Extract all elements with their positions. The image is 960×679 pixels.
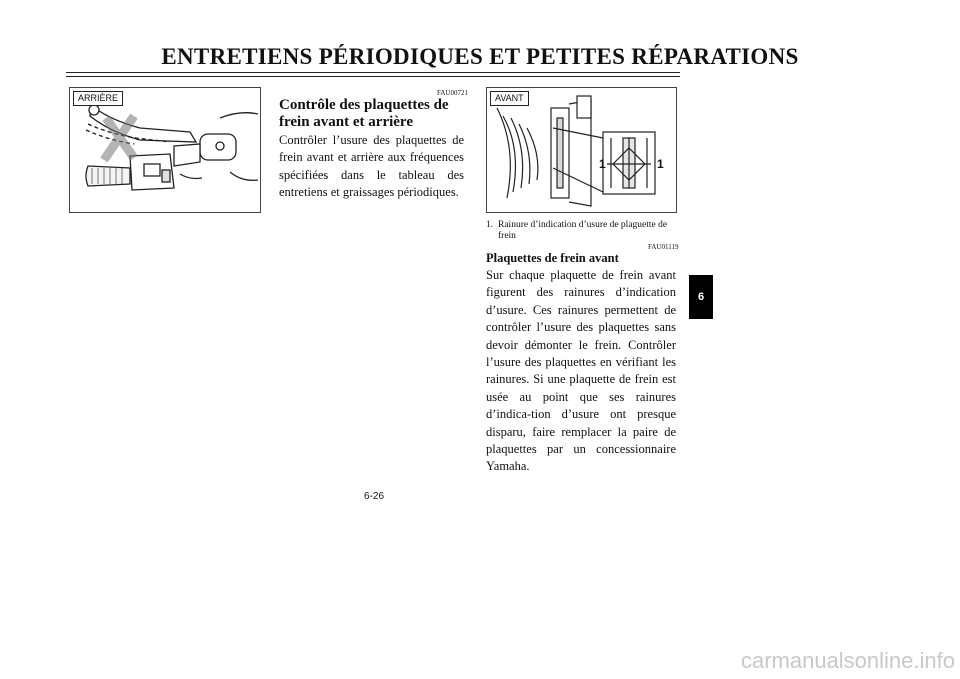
- front-figure-caption: [486, 220, 676, 242]
- header-rule-thin: [66, 76, 680, 77]
- chapter-tab: 6: [689, 275, 713, 319]
- left-section-body: Contrôler l’usure des plaquettes de frein avant et arrière aux fréquences spécifiées dans le tableau des entretiens et graissages périodiques.: [279, 133, 464, 200]
- left-section-heading-line2: frein avant et arrière: [279, 114, 413, 130]
- front-callout-1-left: 1: [599, 157, 606, 171]
- left-section-heading-line1: Contrôle des plaquettes de: [279, 97, 449, 113]
- right-section-body: Sur chaque plaquette de frein avant figurent des rainures d’indication d’usure. Ces rainures permettent de contrôler l’usure des plaquettes sans devoir démonter le frein. Contrôler l’usure des plaquettes en vérifiant les rainures. Si une plaquette de frein est usée au point que ses rainures d’indica-tion d’usure ont presque disparu, faire remplacer la paire de plaquettes par un concessionnaire Yamaha.: [486, 268, 676, 474]
- page-header-title: ENTRETIENS PÉRIODIQUES ET PETITES RÉPARATIONS: [161, 44, 799, 69]
- right-section-code: FAU01119: [648, 243, 679, 251]
- watermark-text: carmanualsonline.info: [740, 648, 955, 673]
- caption-text: Rainure d’indication d’usure de plaguette de frein: [498, 220, 668, 241]
- rear-brake-figure: [69, 87, 261, 213]
- right-section-subheading: Plaquettes de frein avant: [486, 251, 619, 265]
- caption-number: 1.: [486, 220, 494, 230]
- front-figure-label: AVANT: [490, 91, 529, 106]
- page-number: 6-26: [363, 491, 384, 502]
- rear-brake-lever-illustration: [70, 88, 260, 212]
- front-brake-caliper-illustration: [487, 88, 676, 212]
- header-rule-thick: [66, 72, 680, 73]
- front-callout-1-right: 1: [657, 157, 664, 171]
- front-brake-figure: [486, 87, 677, 213]
- left-section-code: FAU00721: [437, 89, 468, 97]
- rear-figure-label: ARRIÈRE: [73, 91, 123, 106]
